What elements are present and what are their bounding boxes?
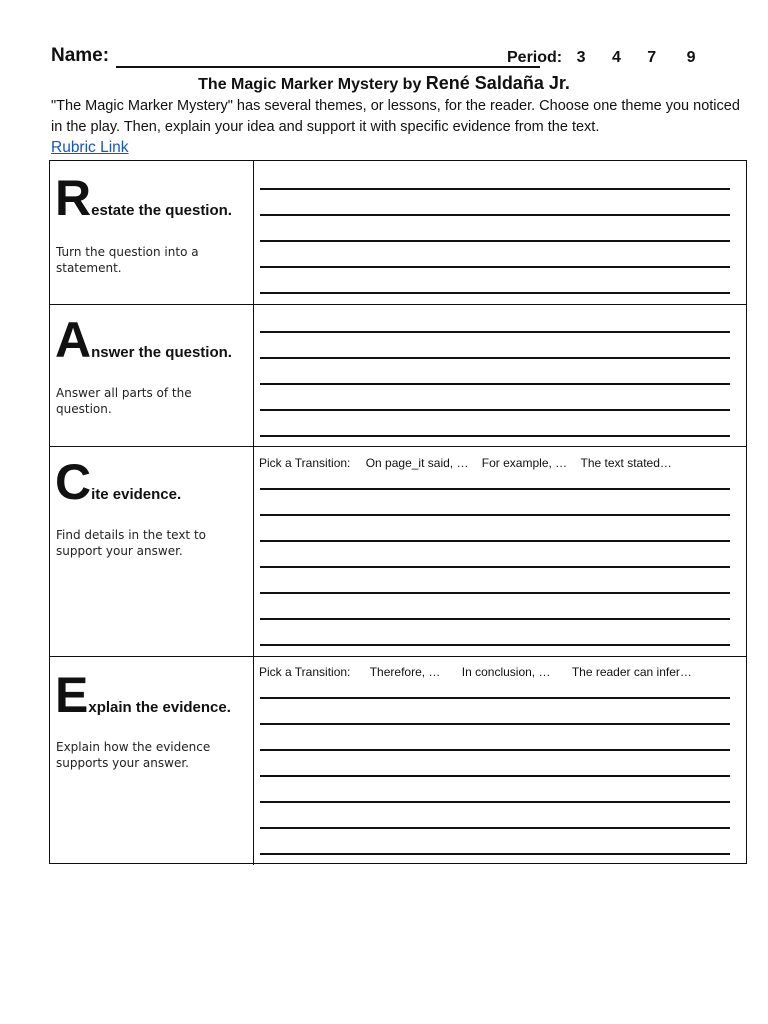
writing-line — [260, 749, 730, 751]
transition-option[interactable]: For example, … — [481, 456, 568, 470]
section-label-cell — [50, 657, 254, 865]
transition-option[interactable]: On page_it said, … — [365, 456, 469, 470]
section-description: Turn the question into a statement. — [56, 245, 199, 275]
transition-label: Pick a Transition: — [259, 456, 351, 470]
transition-label: Pick a Transition: — [259, 665, 351, 679]
section-label-cell — [50, 161, 254, 304]
section-restate — [50, 161, 746, 305]
section-explain — [50, 657, 746, 865]
section-letter: E — [55, 667, 89, 723]
section-letter: A — [55, 312, 92, 368]
period-option[interactable]: 7 — [647, 49, 657, 66]
section-description: Explain how the evidence supports your answer. — [56, 740, 211, 770]
writing-area[interactable] — [254, 447, 746, 656]
writing-line — [260, 775, 730, 777]
title-author: René Saldaña Jr. — [425, 73, 570, 93]
writing-line — [260, 697, 730, 699]
writing-line — [260, 618, 730, 620]
section-heading — [55, 454, 182, 510]
section-letter: R — [55, 170, 92, 226]
writing-line — [260, 592, 730, 594]
transition-options — [259, 665, 692, 679]
section-heading — [55, 170, 232, 226]
transition-option[interactable]: The reader can infer… — [571, 665, 692, 679]
transition-option[interactable]: The text stated… — [580, 456, 672, 470]
writing-area[interactable] — [254, 657, 746, 865]
writing-line — [260, 514, 730, 516]
period-option[interactable]: 4 — [611, 49, 621, 66]
section-heading — [55, 312, 232, 368]
writing-line — [260, 292, 730, 294]
writing-line — [260, 331, 730, 333]
section-heading-rest: nswer the question. — [91, 344, 232, 361]
writing-line — [260, 240, 730, 242]
writing-line — [260, 266, 730, 268]
rubric-link[interactable]: Rubric Link — [51, 139, 129, 156]
section-description: Answer all parts of the question. — [56, 386, 192, 416]
section-heading-rest: ite evidence. — [91, 486, 182, 503]
transition-options — [259, 456, 672, 470]
writing-line — [260, 435, 730, 437]
header — [51, 45, 751, 73]
writing-line — [260, 644, 730, 646]
prompt-text: "The Magic Marker Mystery" has several themes, or lessons, for the reader. Choose one theme you noticed in the play. Then, explain your idea and support it with specific evidence from the text. — [51, 98, 740, 135]
transition-option[interactable]: In conclusion, … — [461, 665, 551, 679]
section-description: Find details in the text to support your answer. — [56, 528, 206, 558]
writing-line — [260, 540, 730, 542]
section-heading — [55, 667, 231, 723]
name-blank-line[interactable] — [116, 66, 540, 68]
period-option[interactable]: 9 — [686, 49, 696, 66]
writing-line — [260, 723, 730, 725]
section-label-cell — [50, 305, 254, 446]
period-option[interactable]: 3 — [576, 49, 586, 66]
section-heading-rest: xplain the evidence. — [88, 699, 231, 716]
writing-line — [260, 214, 730, 216]
transition-option[interactable]: Therefore, … — [369, 665, 441, 679]
name-label: Name: — [51, 45, 110, 66]
writing-line — [260, 853, 730, 855]
writing-line — [260, 409, 730, 411]
section-label-cell — [50, 447, 254, 656]
section-heading-rest: estate the question. — [91, 202, 232, 219]
title-text: The Magic Marker Mystery by — [198, 76, 426, 93]
page-title — [0, 73, 768, 94]
writing-line — [260, 488, 730, 490]
writing-area[interactable] — [254, 161, 746, 304]
writing-line — [260, 357, 730, 359]
writing-line — [260, 827, 730, 829]
writing-line — [260, 383, 730, 385]
writing-line — [260, 188, 730, 190]
section-answer — [50, 305, 746, 447]
writing-area[interactable] — [254, 305, 746, 446]
writing-line — [260, 566, 730, 568]
section-cite — [50, 447, 746, 657]
writing-line — [260, 801, 730, 803]
race-table — [49, 160, 747, 864]
period-selector — [507, 49, 696, 67]
period-label: Period: — [507, 49, 563, 66]
section-letter: C — [55, 454, 92, 510]
